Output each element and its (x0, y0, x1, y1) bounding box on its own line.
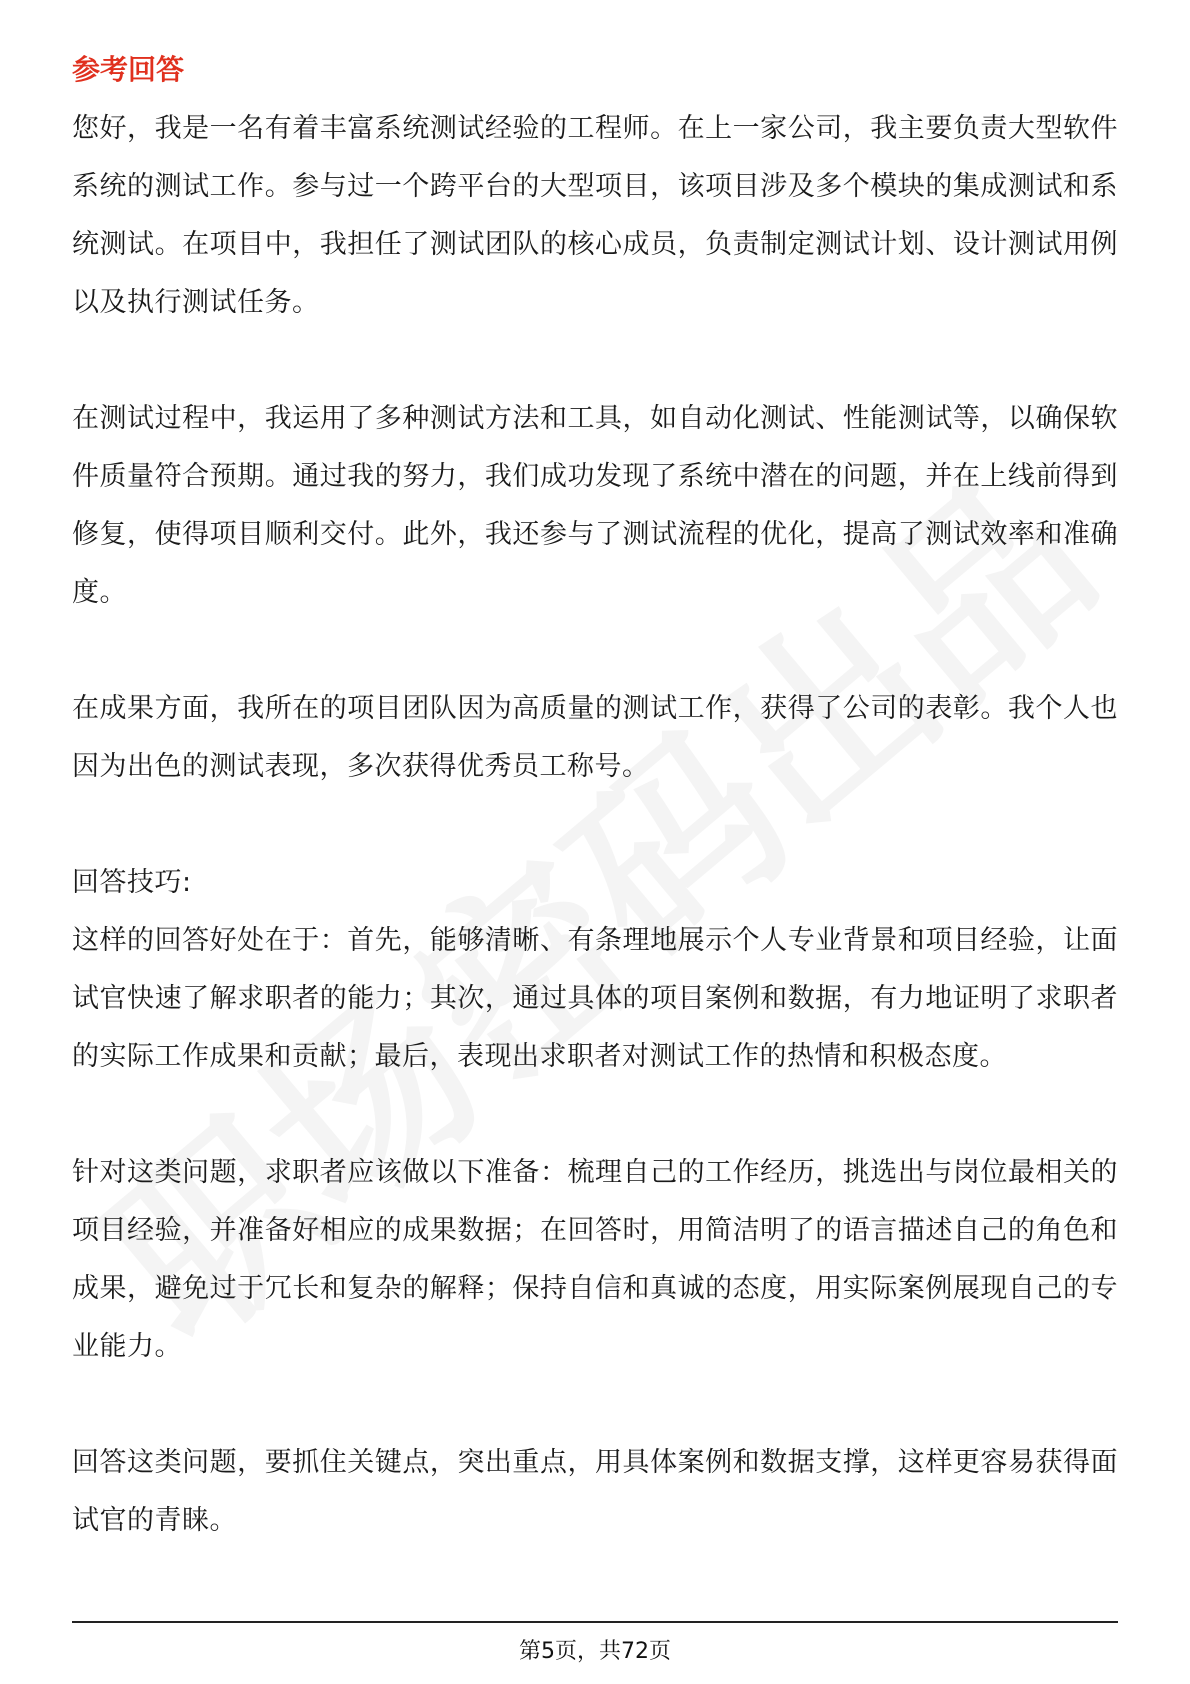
document-page (72, 48, 1118, 1550)
section-heading: 参考回答 (72, 53, 185, 86)
tips-paragraph: 这样的回答好处在于：首先，能够清晰、有条理地展示个人专业背景和项目经验，让面试官快速了解求职者的能力；其次，通过具体的项目案例和数据，有力地证明了求职者的实际工作成果和贡献；最后，表现出求职者对测试工作的热情和积极态度。 (72, 925, 1118, 1072)
answer-paragraph: 在测试过程中，我运用了多种测试方法和工具，如自动化测试、性能测试等，以确保软件质量符合预期。通过我的努力，我们成功发现了系统中潜在的问题，并在上线前得到修复，使得项目顺利交付。此外，我还参与了测试流程的优化，提高了测试效率和准确度。 (72, 403, 1118, 608)
page-number: 第5页，共72页 (519, 1639, 671, 1664)
tips-paragraph: 针对这类问题，求职者应该做以下准备：梳理自己的工作经历，挑选出与岗位最相关的项目经验，并准备好相应的成果数据；在回答时，用简洁明了的语言描述自己的角色和成果，避免过于冗长和复杂的解释；保持自信和真诚的态度，用实际案例展现自己的专业能力。 (72, 1157, 1118, 1362)
tips-title: 回答技巧: (72, 867, 192, 898)
answer-paragraph: 在成果方面，我所在的项目团队因为高质量的测试工作，获得了公司的表彰。我个人也因为出色的测试表现，多次获得优秀员工称号。 (72, 693, 1118, 782)
footer-divider (72, 1621, 1118, 1623)
answer-paragraph: 您好，我是一名有着丰富系统测试经验的工程师。在上一家公司，我主要负责大型软件系统的测试工作。参与过一个跨平台的大型项目，该项目涉及多个模块的集成测试和系统测试。在项目中，我担任了测试团队的核心成员，负责制定测试计划、设计测试用例以及执行测试任务。 (72, 113, 1118, 318)
tips-paragraph: 回答这类问题，要抓住关键点，突出重点，用具体案例和数据支撑，这样更容易获得面试官的青睐。 (72, 1447, 1118, 1536)
